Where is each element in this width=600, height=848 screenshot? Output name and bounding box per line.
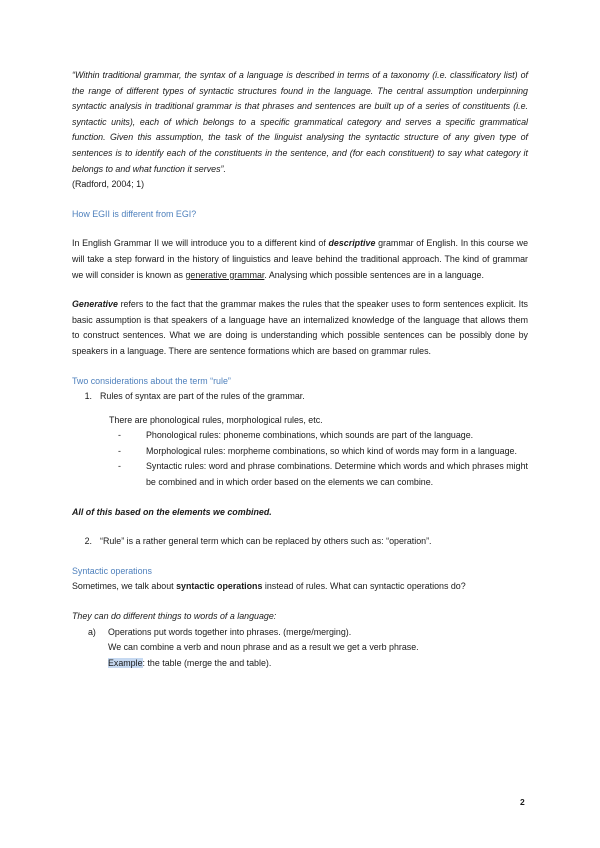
page-number: 2 <box>520 797 525 807</box>
emphasis-generative: Generative <box>72 299 118 310</box>
numbered-item-1 <box>72 389 528 405</box>
section-heading-egii: How EGII is different from EGI? <box>72 208 197 219</box>
emphasis-descriptive: descriptive <box>328 238 376 249</box>
generative-grammar-term: generative grammar <box>185 269 265 280</box>
section-heading-syntactic-operations: Syntactic operations <box>72 565 152 576</box>
item-text: “Rule” is a rather general term which can be replaced by others such as: “operation”. <box>100 536 432 547</box>
emphasis-line: All of this based on the elements we combined. <box>72 506 272 517</box>
dash-bullet: - <box>118 461 121 472</box>
item-letter: a) <box>88 626 96 637</box>
dash-bullet: - <box>118 445 121 456</box>
rules-intro: There are phonological rules, morphological rules, etc. <box>109 414 323 425</box>
example-label-highlight: Example <box>108 657 143 668</box>
quote-citation: (Radford, 2004; 1) <box>72 179 145 190</box>
paragraph-operations-intro: Sometimes, we talk about syntactic operations instead of rules. What can syntactic operations do? <box>72 581 466 592</box>
rule-text: Phonological rules: phoneme combinations, which sounds are part of the language. <box>146 430 474 441</box>
italic-line: They can do different things to words of a language: <box>72 611 277 622</box>
item-line: Operations put words together into phrases. (merge/merging). <box>108 626 352 637</box>
opening-quote: “Within traditional grammar, the syntax of a language is described in terms of a taxonomy (i.e. classificatory list) of the range of different types of syntactic structures found in the language. The central assumption underpinning syntactic analysis in traditional grammar is that phrases and sentences are built up of a series of constituents (i.e. syntactic units), each of which belongs to a specific grammatical category and serves a specific grammatical function. Given this assumption, the task of the linguist analysing the syntactic structure of any given type of sentences is to identify each of the constituents in the sentence, and (for each constituent) to say what category it belongs to and what function it serves”. <box>72 70 528 174</box>
list-item <box>72 459 528 490</box>
numbered-item-2 <box>72 534 528 550</box>
lettered-item-a <box>72 625 528 672</box>
bold-syntactic-operations: syntactic operations <box>176 581 263 592</box>
item-number: 2. <box>84 536 92 547</box>
list-item <box>72 428 528 444</box>
paragraph-generative: Generative refers to the fact that the grammar makes the rules that the speaker uses to form sentences explicit. Its basic assumption is that speakers of a language have an internalized knowledge of the language that allows them to construct sentences. What we are doing is understanding which possible sentences can be possibly done by speakers in a language. There are sentence formations which are based on grammar rules. <box>72 299 528 356</box>
example-line: Example: the table (merge the and table). <box>108 657 272 668</box>
item-text: Rules of syntax are part of the rules of the grammar. <box>100 391 305 402</box>
rule-text: Syntactic rules: word and phrase combinations. Determine which words and which phrases might be combined and in which order based on the elements we can combine. <box>146 461 528 488</box>
section-heading-rule: Two considerations about the term “rule” <box>72 375 231 386</box>
page-content <box>72 68 528 671</box>
paragraph-intro: In English Grammar II we will introduce you to a different kind of descriptive grammar of English. In this course we will take a step forward in the history of linguistics and leave behind the traditional approach. The kind of grammar we will consider is known as generative grammar. Analysing which possible sentences are in a language. <box>72 238 529 280</box>
dash-bullet: - <box>118 430 121 441</box>
item-number: 1. <box>84 391 92 402</box>
item-line: We can combine a verb and noun phrase and as a result we get a verb phrase. <box>108 642 419 653</box>
rule-text: Morphological rules: morpheme combinations, so which kind of words may form in a language. <box>146 445 517 456</box>
list-item <box>72 444 528 460</box>
